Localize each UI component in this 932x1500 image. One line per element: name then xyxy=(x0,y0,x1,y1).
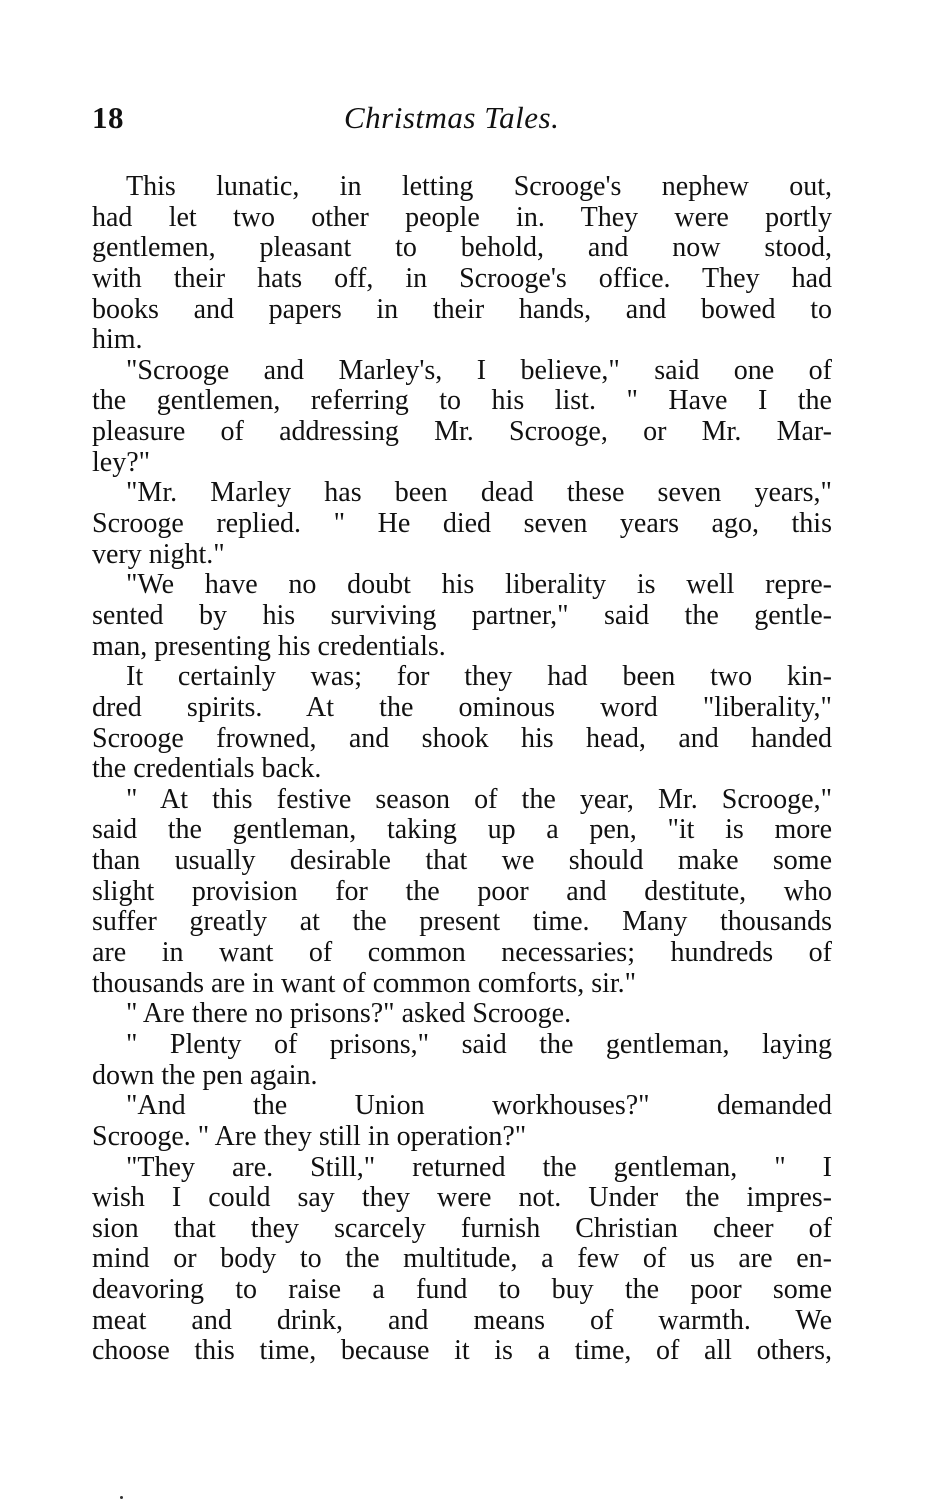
text-line: It certainly was; for they had been two kin- xyxy=(126,661,832,693)
page-header xyxy=(92,100,832,144)
body-text xyxy=(92,172,832,1367)
text-line: mind or body to the multitude, a few of us are en- xyxy=(92,1243,832,1275)
text-line: choose this time, because it is a time, of all others, xyxy=(92,1335,832,1367)
text-line: pleasure of addressing Mr. Scrooge, or Mr. Mar- xyxy=(92,416,832,448)
text-line: thousands are in want of common comforts, sir." xyxy=(92,967,637,999)
text-line: meat and drink, and means of warmth. We xyxy=(92,1304,832,1336)
text-line: "Mr. Marley has been dead these seven years," xyxy=(126,477,832,509)
text-line: " Are there no prisons?" asked Scrooge. xyxy=(126,998,572,1030)
text-line: down the pen again. xyxy=(92,1059,318,1091)
text-line: slight provision for the poor and destitute, who xyxy=(92,875,832,907)
text-line: " At this festive season of the year, Mr. Scrooge," xyxy=(126,783,832,815)
print-speck xyxy=(120,1496,123,1499)
text-line: Scrooge frowned, and shook his head, and handed xyxy=(92,722,832,754)
running-title: Christmas Tales. xyxy=(344,100,560,135)
text-line: with their hats off, in Scrooge's office. They had xyxy=(92,262,832,294)
text-line: man, presenting his credentials. xyxy=(92,630,446,662)
text-line: This lunatic, in letting Scrooge's nephew out, xyxy=(126,171,832,202)
text-line: "And the Union workhouses?" demanded xyxy=(126,1090,832,1122)
text-line: books and papers in their hands, and bowed to xyxy=(92,293,832,325)
text-line: gentlemen, pleasant to behold, and now stood, xyxy=(92,232,832,264)
text-line: are in want of common necessaries; hundreds of xyxy=(92,937,832,969)
text-line: had let two other people in. They were portly xyxy=(92,201,832,233)
text-line: sented by his surviving partner," said the gentle- xyxy=(92,599,832,631)
text-line: wish I could say they were not. Under the impres- xyxy=(92,1182,832,1214)
text-line: suffer greatly at the present time. Many thousands xyxy=(92,906,832,938)
text-line: the gentlemen, referring to his list. " Have I the xyxy=(92,385,832,417)
page-number: 18 xyxy=(92,100,124,135)
text-line: very night." xyxy=(92,538,225,570)
text-line: "They are. Still," returned the gentleman, " I xyxy=(126,1151,832,1183)
text-line: Scrooge replied. " He died seven years ago, this xyxy=(92,508,832,540)
text-line: him. xyxy=(92,324,143,356)
text-line: ley?" xyxy=(92,446,151,478)
text-line: than usually desirable that we should make some xyxy=(92,845,832,877)
text-line: Scrooge. " Are they still in operation?" xyxy=(92,1120,527,1152)
text-line: deavoring to raise a fund to buy the poor some xyxy=(92,1274,832,1306)
text-line: " Plenty of prisons," said the gentleman, laying xyxy=(126,1028,832,1060)
text-line: sion that they scarcely furnish Christian cheer of xyxy=(92,1212,832,1244)
text-line: "Scrooge and Marley's, I believe," said one of xyxy=(126,354,832,386)
text-line: "We have no doubt his liberality is well repre- xyxy=(126,569,832,601)
text-line: dred spirits. At the ominous word "liberality," xyxy=(92,691,832,723)
text-line: said the gentleman, taking up a pen, "it is more xyxy=(92,814,832,846)
text-line: the credentials back. xyxy=(92,753,322,785)
